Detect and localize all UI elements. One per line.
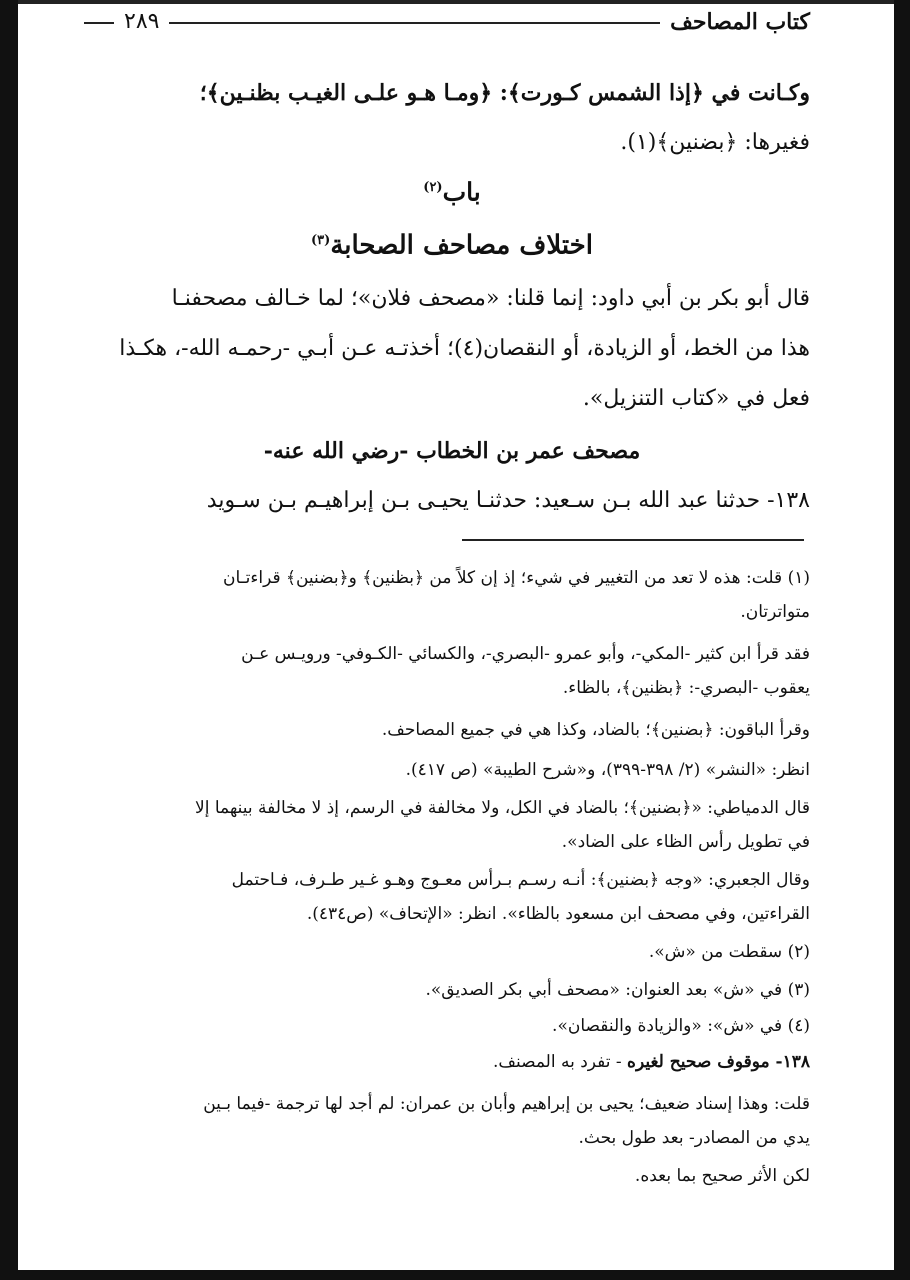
footnote-1-line-4: يعقوب -البصري-: ﴿بظنين﴾، بالظاء.: [562, 678, 810, 698]
scan-edge-right: [894, 0, 910, 1280]
para-line-3: فعل في «كتاب التنزيل».: [582, 386, 810, 411]
grading-line-1: [94, 1048, 810, 1076]
scan-edge-bottom: [0, 1270, 910, 1280]
footnote-3: (٣) في «ش» بعد العنوان: «مصحف أبي بكر الصديق».: [425, 980, 810, 1000]
grading-line-4: لكن الأثر صحيح بما بعده.: [634, 1166, 810, 1186]
footnote-1-line-6: انظر: «النشر» (٢/ ٣٩٨-٣٩٩)، و«شرح الطيبة» (ص ٤١٧).: [405, 760, 810, 780]
bab-label: باب: [442, 177, 481, 207]
running-title: كتاب المصاحف: [660, 8, 814, 36]
para-line-2: هذا من الخط، أو الزيادة، أو النقصان(٤)؛ أخذتـه عـن أبـي -رحمـه الله-، هكـذا: [119, 336, 810, 361]
footnote-1-line-9: وقال الجعبري: «وجه ﴿بضنين﴾: أنـه رسـم بـرأس معـوج وهـو غـير طـرف، فـاحتمل: [231, 870, 810, 890]
para-line-1: قال أبو بكر بن أبي داود: إنما قلنا: «مصحف فلان»؛ لما خـالف مصحفنـا: [171, 286, 810, 311]
footnote-separator: [462, 539, 804, 541]
footnote-1-line-2: متواترتان.: [740, 602, 810, 622]
chapter-title-text: اختلاف مصاحف الصحابة: [330, 230, 593, 261]
section-subheading: مصحف عمر بن الخطاب -رضي الله عنه-: [263, 438, 641, 464]
hadith-line: ١٣٨- حدثنا عبد الله بـن سـعيد: حدثنـا يحيـى بـن إبراهيـم بـن سـويد: [206, 488, 810, 513]
footnote-2: (٢) سقطت من «ش».: [648, 942, 810, 962]
footnote-4: (٤) في «ش»: «والزيادة والنقصان».: [552, 1016, 810, 1036]
footnote-1-line-7: قال الدمياطي: «﴿بضنين﴾؛ بالضاد في الكل، ولا مخالفة في الرسم، إذ لا مخالفة بينهما إلا: [195, 798, 810, 818]
grading-note: - تفرد به المصنف.: [492, 1052, 628, 1072]
chapter-title: [94, 224, 810, 263]
footnote-1-line-8: في تطويل رأس الظاء على الضاد».: [561, 832, 810, 852]
grading-line-2: قلت: وهذا إسناد ضعيف؛ يحيى بن إبراهيم وأبان بن عمران: لم أجد لها ترجمة -فيما بـين: [203, 1094, 810, 1114]
bab-note: (٢): [423, 180, 443, 195]
running-header: [84, 8, 814, 38]
footnote-1-line-5: وقرأ الباقون: ﴿بضنين﴾؛ بالضاد، وكذا هي في جميع المصاحف.: [381, 720, 810, 740]
grading-line-3: يدي من المصادر- بعد طول بحث.: [578, 1128, 810, 1148]
page-number: ٢٨٩: [114, 8, 169, 36]
scan-edge-left: [0, 0, 18, 1280]
footnote-1-line-3: فقد قرأ ابن كثير -المكي-، وأبو عمرو -البصري-، والكسائي -الكـوفي- ورويـس عـن: [241, 644, 810, 664]
intro-line-1: وكـانت في ﴿إذا الشمس كـورت﴾: ﴿ومـا هـو علـى الغيـب بظنـين﴾؛: [199, 80, 810, 106]
chapter-note: (٣): [311, 233, 331, 248]
bab-heading: [94, 172, 810, 208]
footnote-1-line-1: (١) قلت: هذه لا تعد من التغيير في شيء؛ إذ إن كلاً من ﴿بظنين﴾ و﴿بضنين﴾ قراءتـان: [222, 568, 810, 588]
intro-line-2: فغيرها: ﴿بضنين﴾(١).: [620, 130, 810, 155]
scan-edge-top: [0, 0, 910, 4]
footnote-1-line-10: القراءتين، وفي مصحف ابن مسعود بالظاء». انظر: «الإتحاف» (ص٤٣٤).: [306, 904, 810, 924]
grading-verdict: ١٣٨- موقوف صحيح لغيره: [627, 1052, 810, 1072]
